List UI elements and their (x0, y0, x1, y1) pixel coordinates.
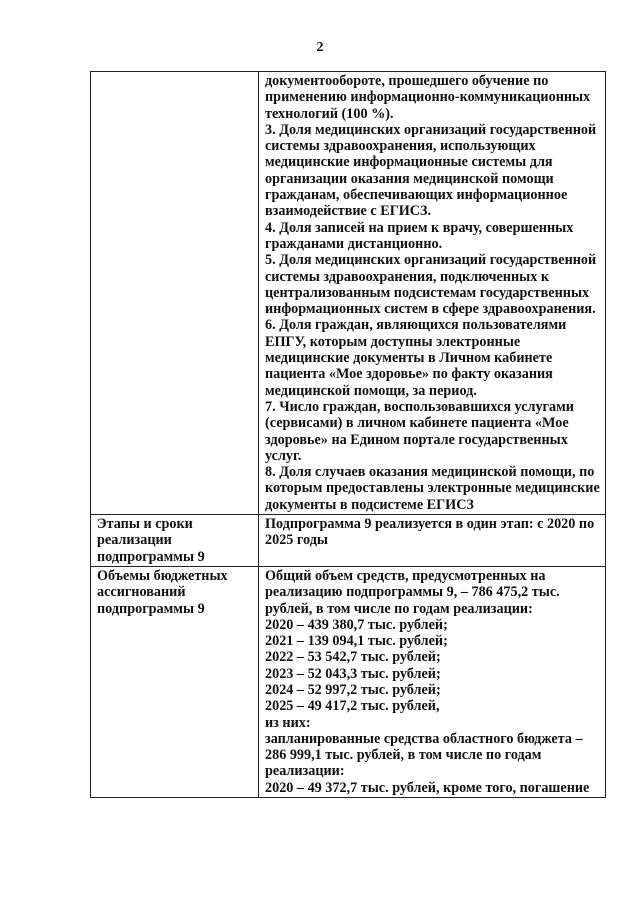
indicators-list (265, 73, 600, 513)
text-line: (сервисами) в личном кабинете пациента «Мое (265, 415, 569, 432)
text-line: медицинской помощи, за период. (265, 382, 477, 399)
row-label-cell (91, 72, 259, 515)
row-label-cell (91, 515, 259, 567)
text-line: 2022 – 53 542,7 тыс. рублей; (265, 649, 441, 666)
text-line: которым предоставлены электронные медицинские (265, 480, 600, 497)
text-line: 5. Доля медицинских организаций государственной (265, 252, 597, 269)
text-line: услуг. (265, 447, 302, 464)
text-line: системы здравоохранения, подключенных к (265, 268, 550, 285)
text-line: Объемы бюджетных (97, 567, 228, 584)
row-label (97, 568, 253, 617)
row-content-cell (259, 72, 606, 515)
text-line: организации оказания медицинской помощи (265, 170, 554, 187)
text-line: медицинские информационные системы для (265, 154, 553, 171)
text-line: 2025 – 49 417,2 тыс. рублей, (265, 698, 440, 715)
text-line: взаимодействие с ЕГИСЗ. (265, 203, 432, 220)
text-line: здоровье» на Едином портале государственных (265, 431, 568, 448)
table-row-stages (91, 515, 606, 567)
text-line: информационных систем в сфере здравоохранения. (265, 301, 596, 318)
text-line: документы в подсистеме ЕГИСЗ (265, 496, 474, 513)
text-line: системы здравоохранения, использующих (265, 138, 536, 155)
text-line: подпрограммы 9 (97, 600, 205, 617)
text-line: реализации: (265, 763, 345, 780)
text-line: ассигнований (97, 584, 186, 601)
passport-table (90, 71, 606, 798)
text-line: медицинские документы в Личном кабинете (265, 350, 553, 367)
text-line: 8. Доля случаев оказания медицинской помощи, по (265, 464, 595, 481)
text-line: 6. Доля граждан, являющихся пользователями (265, 317, 567, 334)
row-content-cell (259, 515, 606, 567)
text-line: 2020 – 49 372,7 тыс. рублей, кроме того, погашение (265, 779, 590, 796)
text-line: технологий (100 %). (265, 105, 394, 122)
text-line: реализацию подпрограммы 9, – 786 475,2 тыс. (265, 584, 560, 601)
text-line: 7. Число граждан, воспользовавшихся услугами (265, 398, 574, 415)
text-line: 2023 – 52 043,3 тыс. рублей; (265, 665, 441, 682)
text-line: Общий объем средств, предусмотренных на (265, 567, 546, 584)
text-line: 2025 годы (265, 532, 328, 549)
text-line: Подпрограмма 9 реализуется в один этап: с 2020 по (265, 516, 595, 533)
text-line: пациента «Мое здоровье» по факту оказания (265, 366, 553, 383)
text-line: применению информационно-коммуникационных (265, 89, 591, 106)
row-content-cell (259, 566, 606, 797)
text-line: централизованным подсистемам государственных (265, 284, 590, 301)
text-line: документообороте, прошедшего обучение по (265, 73, 549, 89)
page-number: 2 (316, 40, 324, 55)
text-line: гражданами дистанционно. (265, 235, 443, 252)
text-line: рублей, в том числе по годам реализации: (265, 600, 533, 617)
text-line: гражданам, обеспечивающих информационное (265, 187, 568, 204)
text-line: 286 999,1 тыс. рублей, в том числе по годам (265, 747, 542, 764)
text-line: 2021 – 139 094,1 тыс. рублей; (265, 633, 448, 650)
row-label (97, 516, 253, 565)
text-line: ЕПГУ, которым доступны электронные (265, 333, 521, 350)
table-row-indicators (91, 72, 606, 515)
stages-text (265, 516, 600, 549)
table-row-budget (91, 566, 606, 797)
text-line: подпрограммы 9 (97, 548, 205, 565)
text-line: Этапы и сроки (97, 516, 193, 533)
text-line: 4. Доля записей на прием к врачу, совершенных (265, 219, 574, 236)
budget-text (265, 568, 600, 796)
text-line: реализации (97, 532, 172, 549)
text-line: из них: (265, 714, 311, 731)
text-line: запланированные средства областного бюджета – (265, 730, 583, 747)
text-line: 2020 – 439 380,7 тыс. рублей; (265, 616, 448, 633)
row-label-cell (91, 566, 259, 797)
text-line: 2024 – 52 997,2 тыс. рублей; (265, 681, 441, 698)
text-line: 3. Доля медицинских организаций государственной (265, 121, 597, 138)
